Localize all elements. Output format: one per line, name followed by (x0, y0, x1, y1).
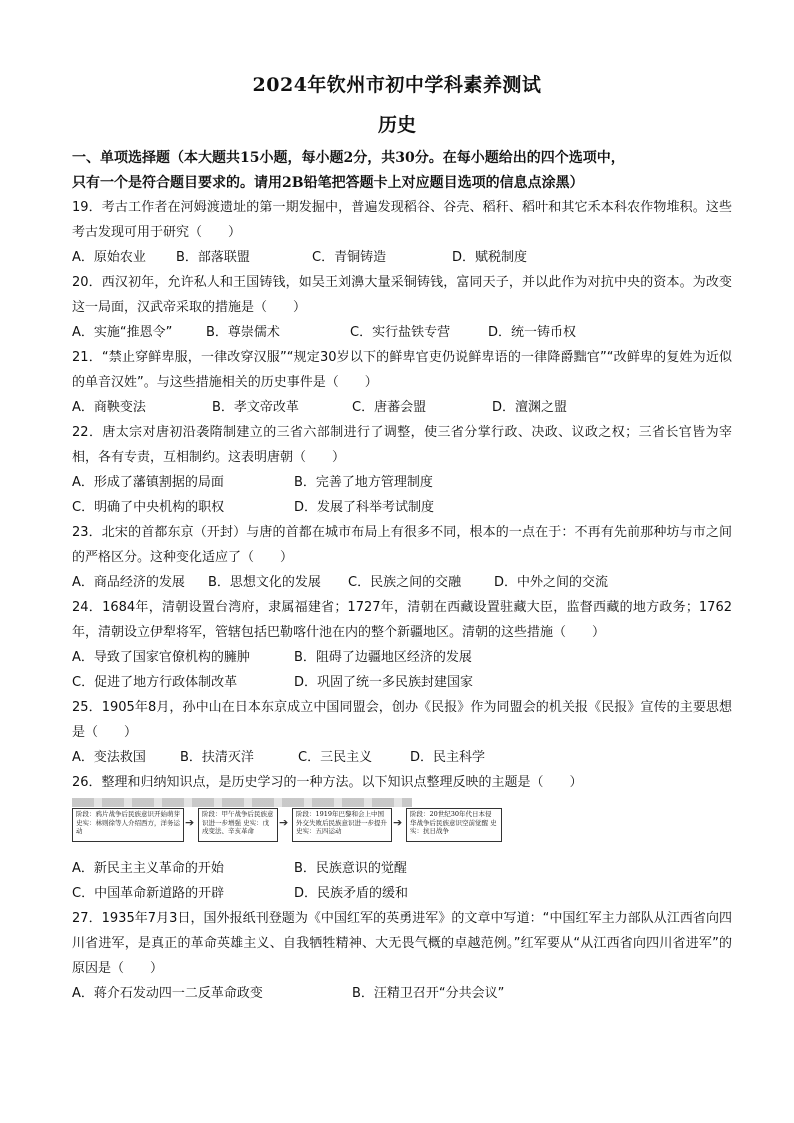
option-c: C．三民主义 (298, 750, 373, 765)
flow-box-4: 阶段：20世纪30年代日本侵华战争后民族意识空前觉醒 史实：抗日战争 (406, 808, 502, 842)
option-c: C．唐蕃会盟 (352, 400, 427, 415)
option-d: D．澶渊之盟 (492, 400, 568, 415)
option-a: A．原始农业 (72, 250, 146, 265)
figure-header-strip (72, 798, 412, 807)
option-c: C．中国革命新道路的开辟 (72, 886, 225, 901)
option-row (72, 745, 732, 770)
knowledge-flow-figure (72, 798, 732, 850)
option-b: B．思想文化的发展 (208, 575, 321, 590)
section-heading (72, 146, 732, 196)
section-heading-line-2: 只有一个是符合题目要求的。请用2B铅笔把答题卡上对应题目选项的信息点涂黑） (72, 175, 584, 191)
option-d: D．统一铸币权 (488, 325, 577, 340)
option-row (72, 881, 732, 906)
flow-box-2: 阶段：甲午战争后民族意识进一步增强 史实：戊戌变法、辛亥革命 (198, 808, 278, 842)
option-c: C．促进了地方行政体制改革 (72, 675, 238, 690)
option-a: A．商鞅变法 (72, 400, 146, 415)
flow-box-3: 阶段：1919年巴黎和会上中国外交失败后民族意识进一步提升 史实：五四运动 (292, 808, 392, 842)
option-c: C．民族之间的交融 (348, 575, 462, 590)
option-row (72, 245, 732, 270)
option-a: A．变法救国 (72, 750, 146, 765)
option-row (72, 645, 732, 670)
option-a: A．形成了藩镇割据的局面 (72, 475, 224, 490)
question-25 (72, 695, 732, 770)
option-c: C．实行盐铁专营 (350, 325, 451, 340)
question-23 (72, 520, 732, 595)
option-d: D．赋税制度 (452, 250, 528, 265)
option-d: D．民主科学 (410, 750, 486, 765)
question-19 (72, 195, 732, 270)
exam-title: 2024年钦州市初中学科素养测试 (252, 74, 542, 96)
option-row (72, 395, 732, 420)
question-21 (72, 345, 732, 420)
option-row (72, 856, 732, 881)
option-row (72, 495, 732, 520)
question-list (72, 195, 732, 1006)
option-row (72, 470, 732, 495)
option-c: C．明确了中央机构的职权 (72, 500, 225, 515)
option-a: A．蒋介石发动四一二反革命政变 (72, 986, 263, 1001)
question-27 (72, 906, 732, 1006)
question-stem: 26．整理和归纳知识点，是历史学习的一种方法。以下知识点整理反映的主题是（ ） (72, 775, 583, 790)
option-d: D．中外之间的交流 (494, 575, 609, 590)
arrow-right-icon: ➔ (185, 816, 195, 829)
question-stem: 24．1684年，清朝设置台湾府，隶属福建省；1727年，清朝在西藏设置驻藏大臣，监督西藏的地方政务；1762年，清朝设立伊犁将军，管辖包括巴勒喀什池在内的整个新疆地区。清朝的这些措施（ ） (72, 600, 732, 640)
option-c: C．青铜铸造 (312, 250, 387, 265)
flow-box-1: 阶段：鸦片战争后民族意识开始萌芽 史实：林则徐等人介绍西方，洋务运动 (72, 808, 184, 842)
question-stem: 20．西汉初年，允许私人和王国铸钱，如吴王刘濞大量采铜铸钱，富同天子，并以此作为对抗中央的资本。为改变这一局面，汉武帝采取的措施是（ ） (72, 275, 732, 315)
section-heading-line-1: 一、单项选择题（本大题共15小题，每小题2分，共30分。在每小题给出的四个选项中， (72, 150, 625, 166)
option-d: D．发展了科举考试制度 (294, 500, 435, 515)
option-row (72, 570, 732, 595)
question-stem: 23．北宋的首都东京（开封）与唐的首都在城市布局上有很多不同，根本的一点在于：不再有先前那种坊与市之间的严格区分。这种变化适应了（ ） (72, 525, 732, 565)
question-24 (72, 595, 732, 695)
option-a: A．商品经济的发展 (72, 575, 185, 590)
option-a: A．实施“推恩令” (72, 325, 173, 340)
arrow-right-icon: ➔ (279, 816, 289, 829)
option-b: B．完善了地方管理制度 (294, 475, 433, 490)
option-row (72, 981, 732, 1006)
option-row (72, 320, 732, 345)
option-b: B．尊崇儒术 (206, 325, 280, 340)
option-row (72, 670, 732, 695)
arrow-right-icon: ➔ (393, 816, 403, 829)
option-b: B．民族意识的觉醒 (294, 861, 407, 876)
option-b: B．汪精卫召开“分共会议” (352, 986, 505, 1001)
question-stem: 19．考古工作者在河姆渡遗址的第一期发掘中，普遍发现稻谷、谷壳、稻秆、稻叶和其它禾本科农作物堆积。这些考古发现可用于研究（ ） (72, 200, 732, 240)
question-stem: 22．唐太宗对唐初沿袭隋制建立的三省六部制进行了调整，使三省分掌行政、决政、议政之权；三省长官皆为宰相，各有专责，互相制约。这表明唐朝（ ） (72, 425, 732, 465)
option-d: D．民族矛盾的缓和 (294, 886, 409, 901)
option-b: B．部落联盟 (176, 250, 250, 265)
option-a: A．新民主主义革命的开始 (72, 861, 224, 876)
subject-title: 历史 (377, 114, 416, 136)
option-b: B．扶清灭洋 (180, 750, 254, 765)
question-22 (72, 420, 732, 520)
question-26 (72, 770, 732, 906)
option-b: B．阻碍了边疆地区经济的发展 (294, 650, 472, 665)
question-stem: 21．“禁止穿鲜卑服，一律改穿汉服”“规定30岁以下的鲜卑官吏仍说鲜卑语的一律降爵黜官”“改鲜卑的复姓为近似的单音汉姓”。与这些措施相关的历史事件是（ ） (72, 350, 732, 390)
question-stem: 25．1905年8月，孙中山在日本东京成立中国同盟会，创办《民报》作为同盟会的机关报《民报》宣传的主要思想是（ ） (72, 700, 732, 740)
question-20 (72, 270, 732, 345)
option-d: D．巩固了统一多民族封建国家 (294, 675, 474, 690)
question-stem: 27．1935年7月3日，国外报纸刊登题为《中国红军的英勇进军》的文章中写道：“中国红军主力部队从江西省向四川省进军，是真正的革命英雄主义、自我牺牲精神、大无畏气概的卓越范例。”红军要从“从江西省向四川省进军”的原因是（ ） (72, 911, 732, 976)
option-b: B．孝文帝改革 (212, 400, 299, 415)
option-a: A．导致了国家官僚机构的臃肿 (72, 650, 250, 665)
